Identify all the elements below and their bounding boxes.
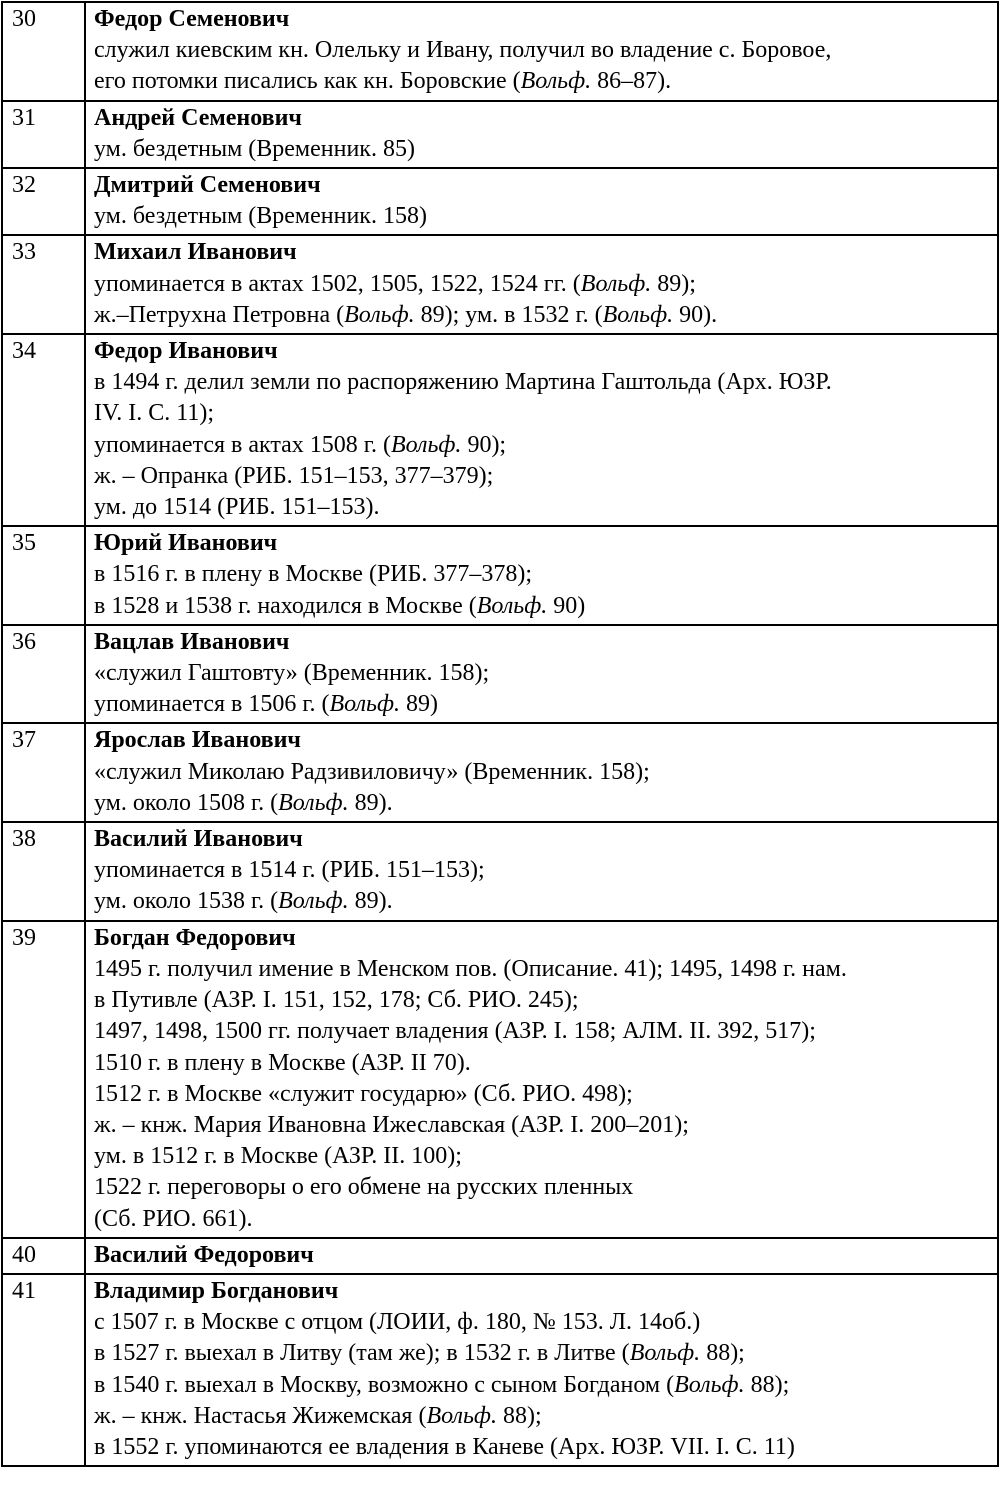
note-text: 1495 г. получил имение в Менском пов. (Описание. 41); 1495, 1498 г. нам. bbox=[94, 955, 847, 982]
entry-number: 32 bbox=[2, 168, 85, 235]
table-row bbox=[2, 168, 998, 235]
entry-note-line bbox=[94, 367, 989, 398]
entry-note-line bbox=[94, 1204, 989, 1235]
note-text: ум. до 1514 (РИБ. 151–153). bbox=[94, 494, 380, 521]
source-abbrev: Вольф. bbox=[580, 270, 652, 297]
entry-text-cell bbox=[85, 235, 998, 334]
note-text: в 1494 г. делил земли по распоряжению Мартина Гаштольда (Арх. ЮЗР. bbox=[94, 369, 832, 396]
entry-text-cell bbox=[85, 526, 998, 625]
table-row bbox=[2, 921, 998, 1238]
entry-text-cell bbox=[85, 101, 998, 168]
note-text: 90); bbox=[461, 431, 507, 458]
note-text: ж. – кнж. Настасья Жижемская ( bbox=[94, 1402, 427, 1429]
note-text: 1510 г. в плену в Москве (АЗР. II 70). bbox=[94, 1049, 471, 1076]
entry-name: Василий Федорович bbox=[94, 1241, 314, 1268]
entry-note-line bbox=[94, 35, 989, 66]
entry-number: 37 bbox=[2, 723, 85, 822]
entry-text-cell bbox=[85, 1274, 998, 1466]
entry-number: 34 bbox=[2, 334, 85, 526]
table-row bbox=[2, 723, 998, 822]
note-text: упоминается в актах 1508 г. ( bbox=[94, 431, 391, 458]
note-text: ум. около 1538 г. ( bbox=[94, 888, 279, 915]
note-text: его потомки писались как кн. Боровские ( bbox=[94, 68, 521, 95]
entry-note-line bbox=[94, 985, 989, 1016]
entry-name: Богдан Федорович bbox=[94, 924, 296, 951]
note-text: в 1552 г. упоминаются ее владения в Каневе (Арх. ЮЗР. VII. I. С. 11) bbox=[94, 1433, 795, 1460]
entry-name: Андрей Семенович bbox=[94, 104, 302, 131]
entry-note-line bbox=[94, 788, 989, 819]
note-text: ум. около 1508 г. ( bbox=[94, 789, 279, 816]
entry-note-line bbox=[94, 300, 989, 331]
entry-note-line bbox=[94, 954, 989, 985]
table-row bbox=[2, 101, 998, 168]
note-text: 90). bbox=[673, 301, 718, 328]
entry-text-cell bbox=[85, 723, 998, 822]
entry-note-line bbox=[94, 689, 989, 720]
entry-note-line bbox=[94, 591, 989, 622]
entry-number: 31 bbox=[2, 101, 85, 168]
note-text: 89); ум. в 1532 г. ( bbox=[414, 301, 603, 328]
note-text: в Путивле (АЗР. I. 151, 152, 178; Сб. РИО. 245); bbox=[94, 987, 579, 1014]
entry-note-line bbox=[94, 66, 989, 97]
note-text: ж. – кнж. Мария Ивановна Ижеславская (АЗР. I. 200–201); bbox=[94, 1111, 689, 1138]
note-text: 1497, 1498, 1500 гг. получает владения (АЗР. I. 158; АЛМ. II. 392, 517); bbox=[94, 1018, 816, 1045]
note-text: в 1527 г. выехал в Литву (там же); в 1532 г. в Литве ( bbox=[94, 1340, 630, 1367]
entry-note-line bbox=[94, 430, 989, 461]
entry-number: 30 bbox=[2, 2, 85, 101]
entry-text-cell bbox=[85, 921, 998, 1238]
entry-name: Юрий Иванович bbox=[94, 530, 278, 557]
entry-name: Вацлав Иванович bbox=[94, 628, 290, 655]
note-text: ум. бездетным (Временник. 85) bbox=[94, 135, 415, 162]
source-abbrev: Вольф. bbox=[278, 888, 349, 915]
note-text: 89). bbox=[348, 888, 393, 915]
note-text: (Сб. РИО. 661). bbox=[94, 1205, 253, 1232]
note-text: с 1507 г. в Москве с отцом (ЛОИИ, ф. 180, № 153. Л. 14об.) bbox=[94, 1309, 701, 1336]
entry-note-line bbox=[94, 1141, 989, 1172]
entry-name: Дмитрий Семенович bbox=[94, 172, 321, 199]
note-text: 89). bbox=[348, 789, 393, 816]
entry-note-line bbox=[94, 269, 989, 300]
table-body bbox=[2, 2, 998, 1466]
entry-note-line bbox=[94, 461, 989, 492]
entry-note-line bbox=[94, 855, 989, 886]
entry-note-line bbox=[94, 886, 989, 917]
note-text: упоминается в 1506 г. ( bbox=[94, 691, 330, 718]
entry-note-line bbox=[94, 1370, 989, 1401]
source-abbrev: Вольф. bbox=[674, 1371, 745, 1398]
note-text: ум. бездетным (Временник. 158) bbox=[94, 203, 427, 230]
note-text: в 1528 и 1538 г. находился в Москве ( bbox=[94, 592, 477, 619]
entry-name: Ярослав Иванович bbox=[94, 727, 301, 754]
source-abbrev: Вольф. bbox=[602, 301, 674, 328]
genealogy-table bbox=[1, 1, 999, 1467]
entry-note-line bbox=[94, 1048, 989, 1079]
note-text: упоминается в 1514 г. (РИБ. 151–153); bbox=[94, 857, 485, 884]
entry-name: Михаил Иванович bbox=[94, 239, 297, 266]
entry-number: 35 bbox=[2, 526, 85, 625]
source-abbrev: Вольф. bbox=[344, 301, 415, 328]
note-text: упоминается в актах 1502, 1505, 1522, 1524 гг. ( bbox=[94, 270, 581, 297]
entry-number: 39 bbox=[2, 921, 85, 1238]
entry-note-line bbox=[94, 1432, 989, 1463]
entry-note-line bbox=[94, 1016, 989, 1047]
source-abbrev: Вольф. bbox=[329, 691, 400, 718]
entry-note-line bbox=[94, 559, 989, 590]
entry-name: Федор Иванович bbox=[94, 338, 278, 365]
note-text: ж. – Опранка (РИБ. 151–153, 377–379); bbox=[94, 462, 494, 489]
entry-note-line bbox=[94, 1172, 989, 1203]
entry-number: 38 bbox=[2, 822, 85, 921]
note-text: ум. в 1512 г. в Москве (АЗР. II. 100); bbox=[94, 1143, 462, 1170]
note-text: 89) bbox=[400, 691, 438, 718]
note-text: в 1540 г. выехал в Москву, возможно с сыном Богданом ( bbox=[94, 1371, 675, 1398]
entry-note-line bbox=[94, 1079, 989, 1110]
entry-note-line bbox=[94, 757, 989, 788]
entry-number: 41 bbox=[2, 1274, 85, 1466]
table-row bbox=[2, 822, 998, 921]
note-text: 1522 г. переговоры о его обмене на русских пленных bbox=[94, 1174, 634, 1201]
table-row bbox=[2, 334, 998, 526]
entry-name: Владимир Богданович bbox=[94, 1277, 339, 1304]
entry-note-line bbox=[94, 1338, 989, 1369]
entry-note-line bbox=[94, 492, 989, 523]
source-abbrev: Вольф. bbox=[278, 789, 349, 816]
note-text: «служил Гаштовту» (Временник. 158); bbox=[94, 660, 490, 687]
entry-note-line bbox=[94, 658, 989, 689]
entry-text-cell bbox=[85, 334, 998, 526]
note-text: IV. I. С. 11); bbox=[94, 400, 214, 427]
entry-text-cell bbox=[85, 2, 998, 101]
table-row bbox=[2, 1238, 998, 1274]
entry-number: 40 bbox=[2, 1238, 85, 1274]
source-abbrev: Вольф. bbox=[476, 592, 548, 619]
entry-note-line bbox=[94, 134, 989, 165]
entry-name: Федор Семенович bbox=[94, 6, 290, 32]
entry-text-cell bbox=[85, 168, 998, 235]
table-row bbox=[2, 1274, 998, 1466]
entry-note-line bbox=[94, 201, 989, 232]
note-text: 88); bbox=[744, 1371, 790, 1398]
entry-text-cell bbox=[85, 1238, 998, 1274]
note-text: 88); bbox=[700, 1340, 745, 1367]
table-row bbox=[2, 235, 998, 334]
note-text: в 1516 г. в плену в Москве (РИБ. 377–378); bbox=[94, 561, 533, 588]
source-abbrev: Вольф. bbox=[520, 68, 592, 95]
note-text: ж.–Петрухна Петровна ( bbox=[94, 301, 345, 328]
table-row bbox=[2, 625, 998, 724]
entry-text-cell bbox=[85, 625, 998, 724]
note-text: 90) bbox=[547, 592, 586, 619]
entry-note-line bbox=[94, 1110, 989, 1141]
source-abbrev: Вольф. bbox=[426, 1402, 497, 1429]
entry-note-line bbox=[94, 398, 989, 429]
note-text: «служил Миколаю Радзивиловичу» (Временник. 158); bbox=[94, 758, 650, 785]
table-row bbox=[2, 526, 998, 625]
entry-number: 33 bbox=[2, 235, 85, 334]
entry-number: 36 bbox=[2, 625, 85, 724]
entry-note-line bbox=[94, 1307, 989, 1338]
entry-note-line bbox=[94, 1401, 989, 1432]
note-text: служил киевским кн. Олельку и Ивану, получил во владение с. Боровое, bbox=[94, 37, 832, 64]
source-abbrev: Вольф. bbox=[629, 1340, 701, 1367]
entry-name: Василий Иванович bbox=[94, 826, 303, 853]
note-text: 88); bbox=[496, 1402, 542, 1429]
note-text: 89); bbox=[651, 270, 696, 297]
table-row bbox=[2, 2, 998, 101]
note-text: 86–87). bbox=[591, 68, 672, 95]
note-text: 1512 г. в Москве «служит государю» (Сб. РИО. 498); bbox=[94, 1080, 633, 1107]
source-abbrev: Вольф. bbox=[390, 431, 462, 458]
entry-text-cell bbox=[85, 822, 998, 921]
